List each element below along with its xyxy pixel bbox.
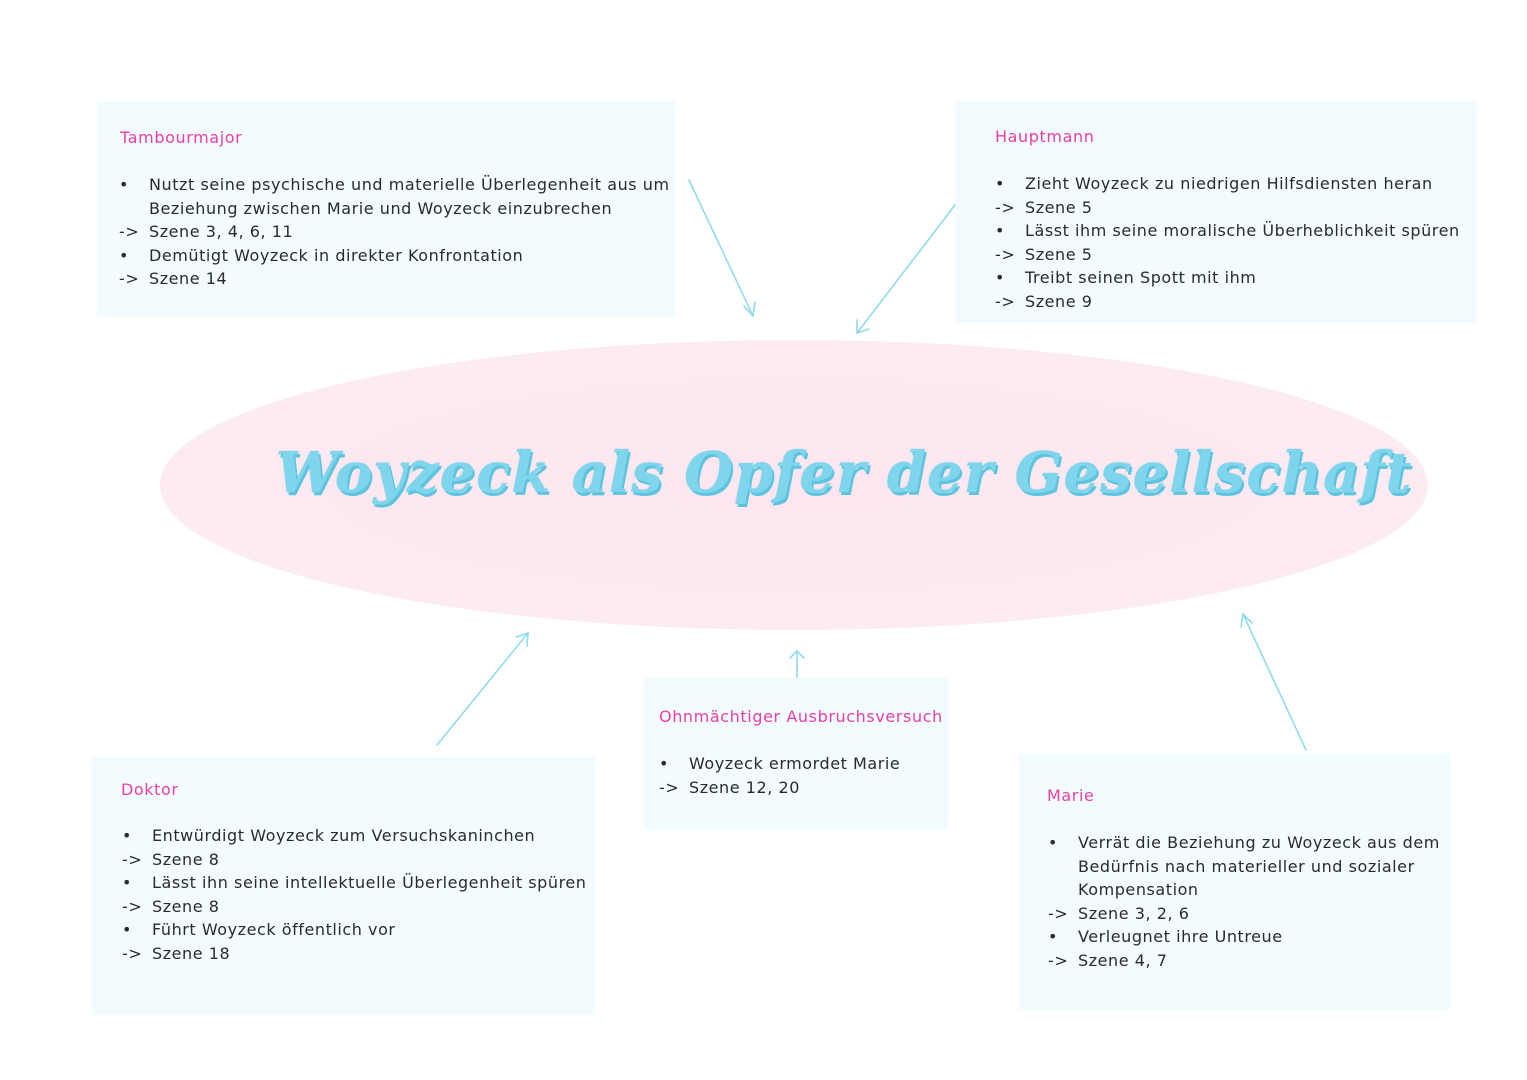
arrow-marker: -> — [122, 943, 143, 963]
list-item — [122, 871, 586, 895]
card-lines-tambourmajor — [119, 173, 670, 291]
bullet-marker — [119, 197, 149, 221]
list-item — [122, 918, 586, 942]
list-item — [1048, 949, 1440, 973]
card-title-ausbruchsversuch: Ohnmächtiger Ausbruchsversuch — [659, 707, 943, 726]
bullet-marker — [1048, 878, 1078, 902]
list-item — [119, 197, 670, 221]
list-item — [659, 776, 900, 800]
list-item — [119, 173, 670, 197]
list-item-text: Szene 14 — [149, 269, 228, 289]
bullet-marker: • — [659, 754, 669, 773]
card-title-marie: Marie — [1047, 786, 1095, 805]
card-doktor — [92, 757, 595, 1015]
list-item — [122, 824, 586, 848]
list-item — [1048, 902, 1440, 926]
list-item-text: Nutzt seine psychische und materielle Überlegenheit aus um — [149, 175, 670, 194]
bullet-marker: • — [119, 245, 129, 265]
arrow-ausbruch — [790, 651, 804, 678]
list-item — [995, 172, 1460, 196]
arrow-marker: -> — [119, 222, 140, 242]
list-item — [1048, 855, 1440, 879]
list-item-text: Szene 8 — [152, 849, 220, 869]
bullet-marker — [1048, 855, 1078, 879]
list-item-text: Verrät die Beziehung zu Woyzeck aus dem — [1078, 833, 1440, 852]
card-lines-doktor — [122, 824, 586, 966]
list-item-text: Szene 5 — [1025, 244, 1093, 264]
arrow-marie — [1241, 614, 1306, 750]
card-title-doktor: Doktor — [121, 780, 179, 799]
arrow-marker: -> — [995, 197, 1016, 217]
list-item-text: Zieht Woyzeck zu niedrigen Hilfsdiensten heran — [1025, 174, 1433, 193]
list-item — [995, 243, 1460, 267]
list-item-text: Lässt ihn seine intellektuelle Überlegenheit spüren — [152, 873, 587, 893]
list-item-text: Bedürfnis nach materieller und sozialer — [1078, 856, 1415, 876]
bullet-marker: • — [122, 920, 132, 940]
list-item-text: Woyzeck ermordet Marie — [689, 754, 901, 773]
list-item — [122, 895, 586, 919]
card-lines-ausbruchsversuch — [659, 752, 900, 799]
card-lines-marie — [1048, 831, 1440, 973]
list-item-text: Treibt seinen Spott mit ihm — [1025, 268, 1257, 288]
list-item — [1048, 878, 1440, 902]
arrow-marker: -> — [119, 269, 140, 289]
list-item — [119, 267, 670, 291]
list-item-text: Szene 3, 4, 6, 11 — [149, 222, 294, 242]
list-item — [995, 266, 1460, 290]
list-item — [122, 848, 586, 872]
card-lines-hauptmann — [995, 172, 1460, 314]
list-item-text: Szene 3, 2, 6 — [1078, 903, 1190, 923]
list-item-text: Szene 5 — [1025, 197, 1093, 217]
list-item — [995, 196, 1460, 220]
list-item-text: Szene 9 — [1025, 291, 1093, 311]
list-item-text: Führt Woyzeck öffentlich vor — [152, 920, 396, 940]
card-marie — [1019, 754, 1451, 1010]
card-hauptmann — [956, 101, 1476, 323]
list-item-text: Szene 4, 7 — [1078, 950, 1168, 970]
arrow-marker: -> — [995, 244, 1016, 264]
arrow-tambourmajor — [689, 180, 755, 316]
list-item-text: Lässt ihm seine moralische Überheblichkeit spüren — [1025, 221, 1460, 241]
arrow-marker: -> — [122, 896, 143, 916]
list-item-text: Verleugnet ihre Untreue — [1078, 927, 1283, 947]
card-ausbruchsversuch — [644, 678, 948, 830]
arrow-marker: -> — [1048, 950, 1069, 970]
list-item-text: Entwürdigt Woyzeck zum Versuchskaninchen — [152, 826, 536, 845]
list-item — [119, 220, 670, 244]
list-item-text: Szene 8 — [152, 896, 220, 916]
arrow-marker: -> — [122, 849, 143, 869]
bullet-marker: • — [995, 174, 1005, 193]
list-item — [995, 290, 1460, 314]
list-item-text: Szene 12, 20 — [689, 777, 800, 797]
card-title-tambourmajor: Tambourmajor — [120, 128, 243, 147]
list-item-text: Demütigt Woyzeck in direkter Konfrontation — [149, 245, 524, 265]
bullet-marker: • — [995, 268, 1005, 288]
bullet-marker: • — [1048, 927, 1058, 947]
arrow-marker: -> — [995, 291, 1016, 311]
list-item-text: Kompensation — [1078, 880, 1199, 900]
list-item — [995, 219, 1460, 243]
list-item — [1048, 831, 1440, 855]
bullet-marker: • — [119, 175, 129, 194]
list-item — [1048, 925, 1440, 949]
list-item-text: Beziehung zwischen Marie und Woyzeck einzubrechen — [149, 198, 613, 218]
list-item-text: Szene 18 — [152, 943, 231, 963]
card-tambourmajor — [97, 101, 675, 317]
list-item — [122, 942, 586, 966]
arrow-marker: -> — [659, 777, 680, 797]
arrow-hauptmann — [857, 205, 955, 333]
bullet-marker: • — [1048, 833, 1058, 852]
arrow-marker: -> — [1048, 903, 1069, 923]
central-title: Woyzeck als Opfer der Gesellschaft — [275, 440, 1413, 506]
bullet-marker: • — [995, 221, 1005, 241]
list-item — [659, 752, 900, 776]
bullet-marker: • — [122, 873, 132, 893]
arrow-doktor — [437, 633, 528, 745]
card-title-hauptmann: Hauptmann — [995, 127, 1095, 146]
list-item — [119, 244, 670, 268]
bullet-marker: • — [122, 826, 132, 845]
